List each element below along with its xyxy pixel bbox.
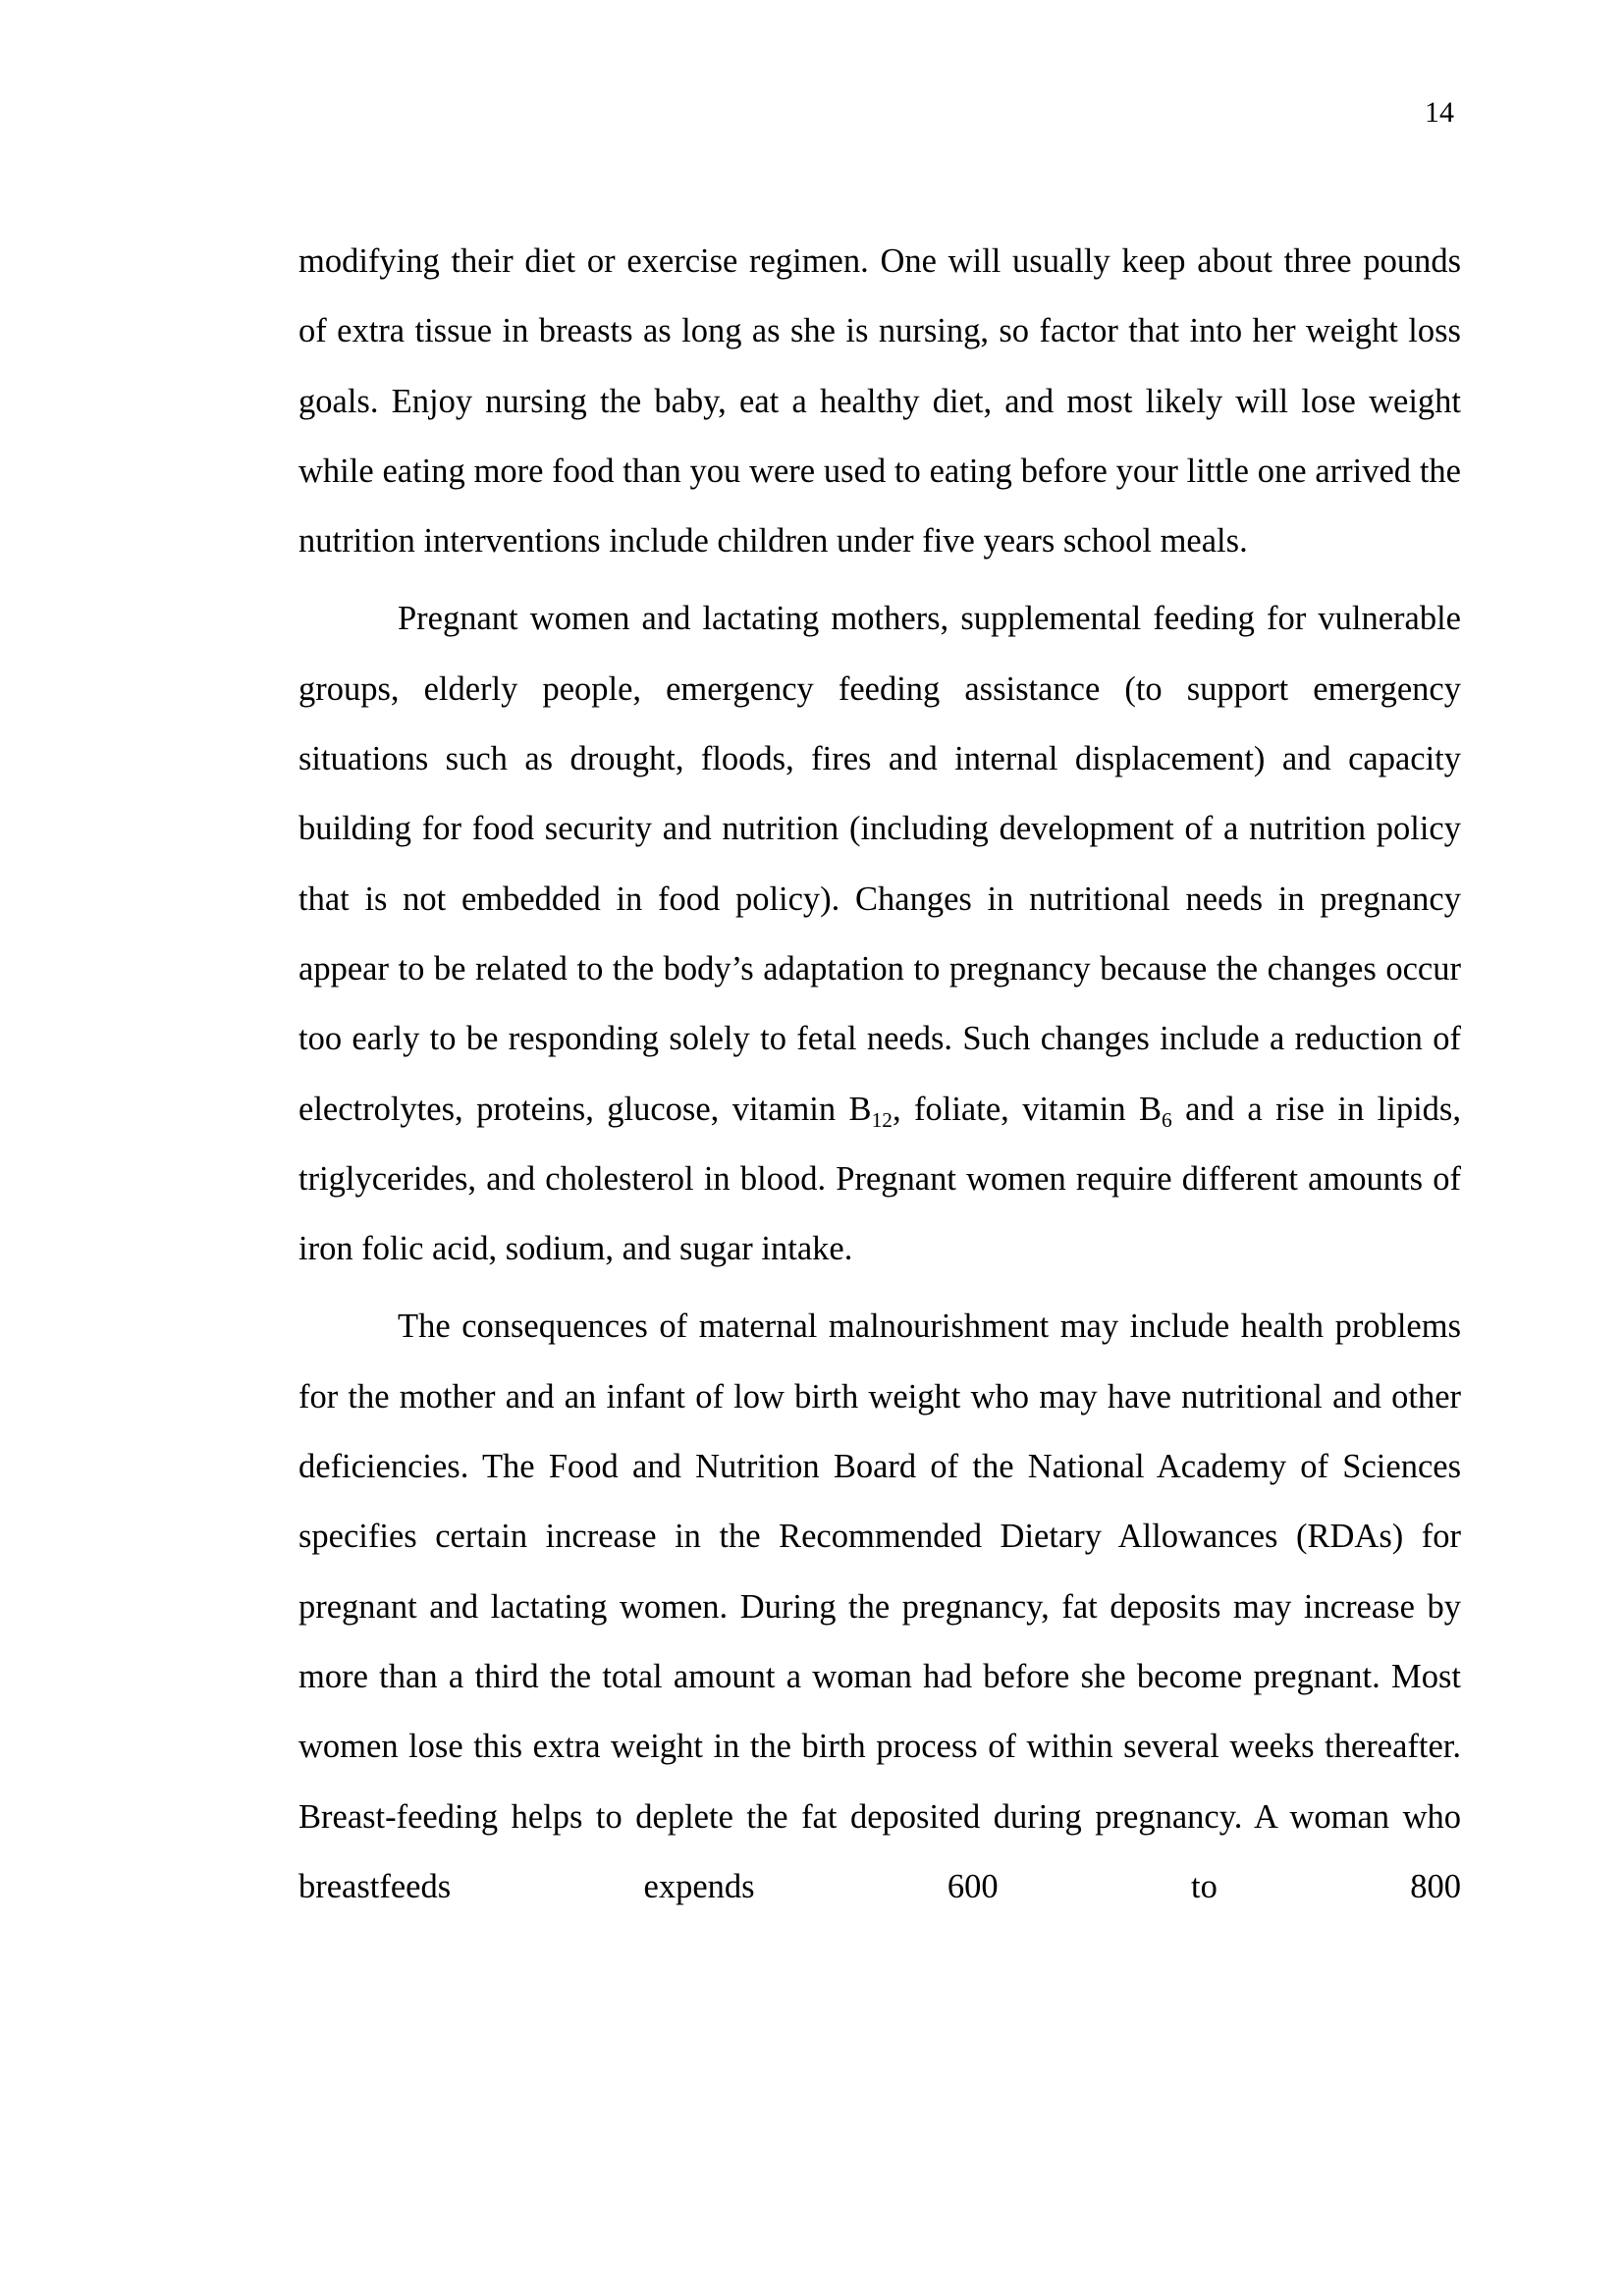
subscript-b12: 12 — [871, 1107, 893, 1132]
paragraph-pregnancy-nutrition — [298, 584, 1461, 1284]
paragraph-text-segment: Pregnant women and lactating mothers, supplemental feeding for vulnerable groups, elderly people, emergency feeding assistance (to support emergency situations such as drought, floods, fires and internal displacement) and capacity building for food security and nutrition (including development of a nutrition policy that is not embedded in food policy). Changes in nutritional needs in pregnancy appear to be related to the body’s adaptation to pregnancy because the changes occur too early to be responding solely to fetal needs. Such changes include a reduction of electrolytes, proteins, glucose, vitamin B — [298, 600, 1461, 1128]
page-number: 14 — [1425, 96, 1454, 129]
paragraph-text-segment: , foliate, vitamin B — [892, 1090, 1163, 1128]
paragraph-text-segment: and a rise in lipids, triglycerides, and cholesterol in blood. Pregnant women require different amounts of iron folic acid, sodium, and sugar intake. — [298, 1090, 1461, 1268]
paragraph-postpartum-weight: modifying their diet or exercise regimen. One will usually keep about three pounds of extra tissue in breasts as long as she is nursing, so factor that into her weight loss goals. Enjoy nursing the baby, eat a healthy diet, and most likely will lose weight while eating more food than you were used to eating before your little one arrived the nutrition interventions include children under five years school meals. — [298, 242, 1461, 561]
paragraph-maternal-malnourishment: The consequences of maternal malnourishment may include health problems for the mother and an infant of low birth weight who may have nutritional and other deficiencies. The Food and Nutrition Board of the National Academy of Sciences specifies certain increase in the Recommended Dietary Allowances (RDAs) for pregnant and lactating women. During the pregnancy, fat deposits may increase by more than a third the total amount a woman had before she become pregnant. Most women lose this extra weight in the birth process of within several weeks thereafter. Breast-feeding helps to deplete the fat deposited during pregnancy. A woman who breastfeeds expends 600 to 800 — [298, 1308, 1461, 1905]
body-text — [298, 227, 1461, 1930]
subscript-b6: 6 — [1162, 1107, 1172, 1132]
